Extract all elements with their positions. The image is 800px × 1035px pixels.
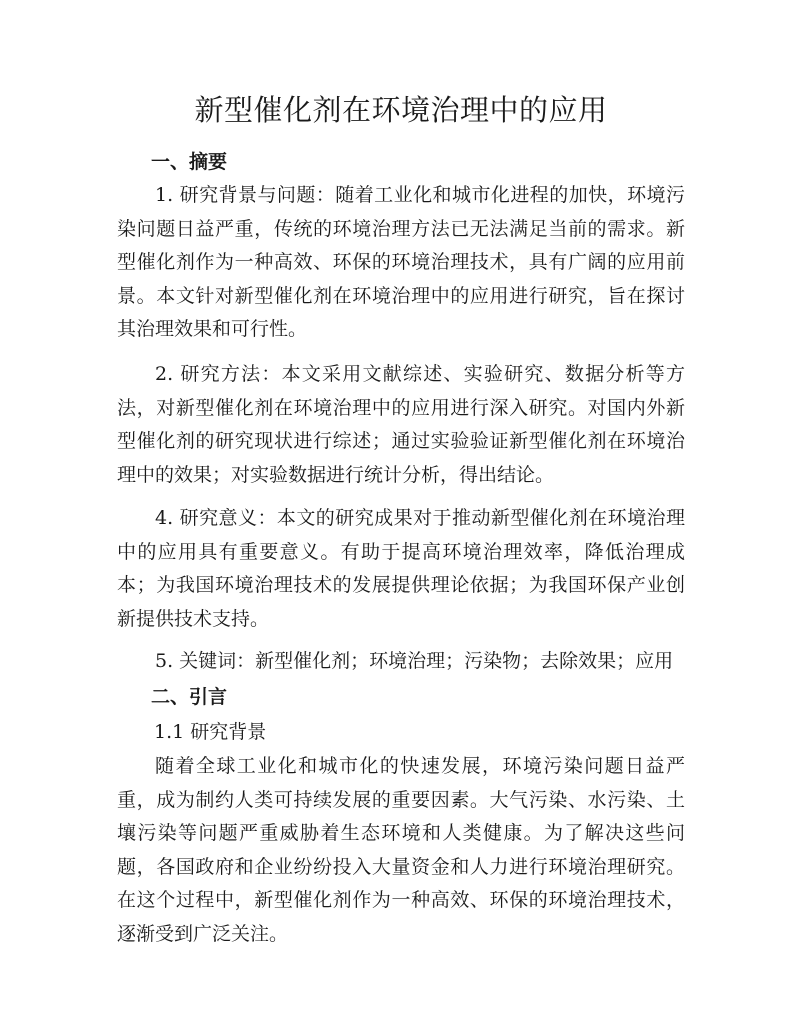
abstract-paragraph-2: 2. 研究方法：本文采用文献综述、实验研究、数据分析等方法，对新型催化剂在环境治理中的应用进行深入研究。对国内外新型催化剂的研究现状进行综述；通过实验验证新型催化剂在环境治理中的效果；对实验数据进行统计分析，得出结论。: [117, 363, 685, 486]
intro-paragraph-1: 随着全球工业化和城市化的快速发展，环境污染问题日益严重，成为制约人类可持续发展的重要因素。大气污染、水污染、土壤污染等问题严重威胁着生态环境和人类健康。为了解决这些问题，各国政府和企业纷纷投入大量资金和人力进行环境治理研究。在这个过程中，新型催化剂作为一种高效、环保的环境治理技术，逐渐受到广泛关注。: [117, 755, 685, 945]
abstract-paragraph-1: 1. 研究背景与问题：随着工业化和城市化进程的加快，环境污染问题日益严重，传统的环境治理方法已无法满足当前的需求。新型催化剂作为一种高效、环保的环境治理技术，具有广阔的应用前景。本文针对新型催化剂在环境治理中的应用进行研究，旨在探讨其治理效果和可行性。: [117, 184, 685, 340]
intro-subheading: 1.1 研究背景: [154, 721, 267, 743]
abstract-heading: 一、摘要: [151, 151, 228, 173]
keywords-paragraph: 5. 关键词：新型催化剂；环境治理；污染物；去除效果；应用: [155, 650, 674, 672]
abstract-paragraph-3: 4. 研究意义：本文的研究成果对于推动新型催化剂在环境治理中的应用具有重要意义。有助于提高环境治理效率，降低治理成本；为我国环境治理技术的发展提供理论依据；为我国环保产业创新提供技术支持。: [117, 507, 685, 630]
intro-heading: 二、引言: [151, 686, 228, 708]
document-title: 新型催化剂在环境治理中的应用: [194, 93, 608, 127]
